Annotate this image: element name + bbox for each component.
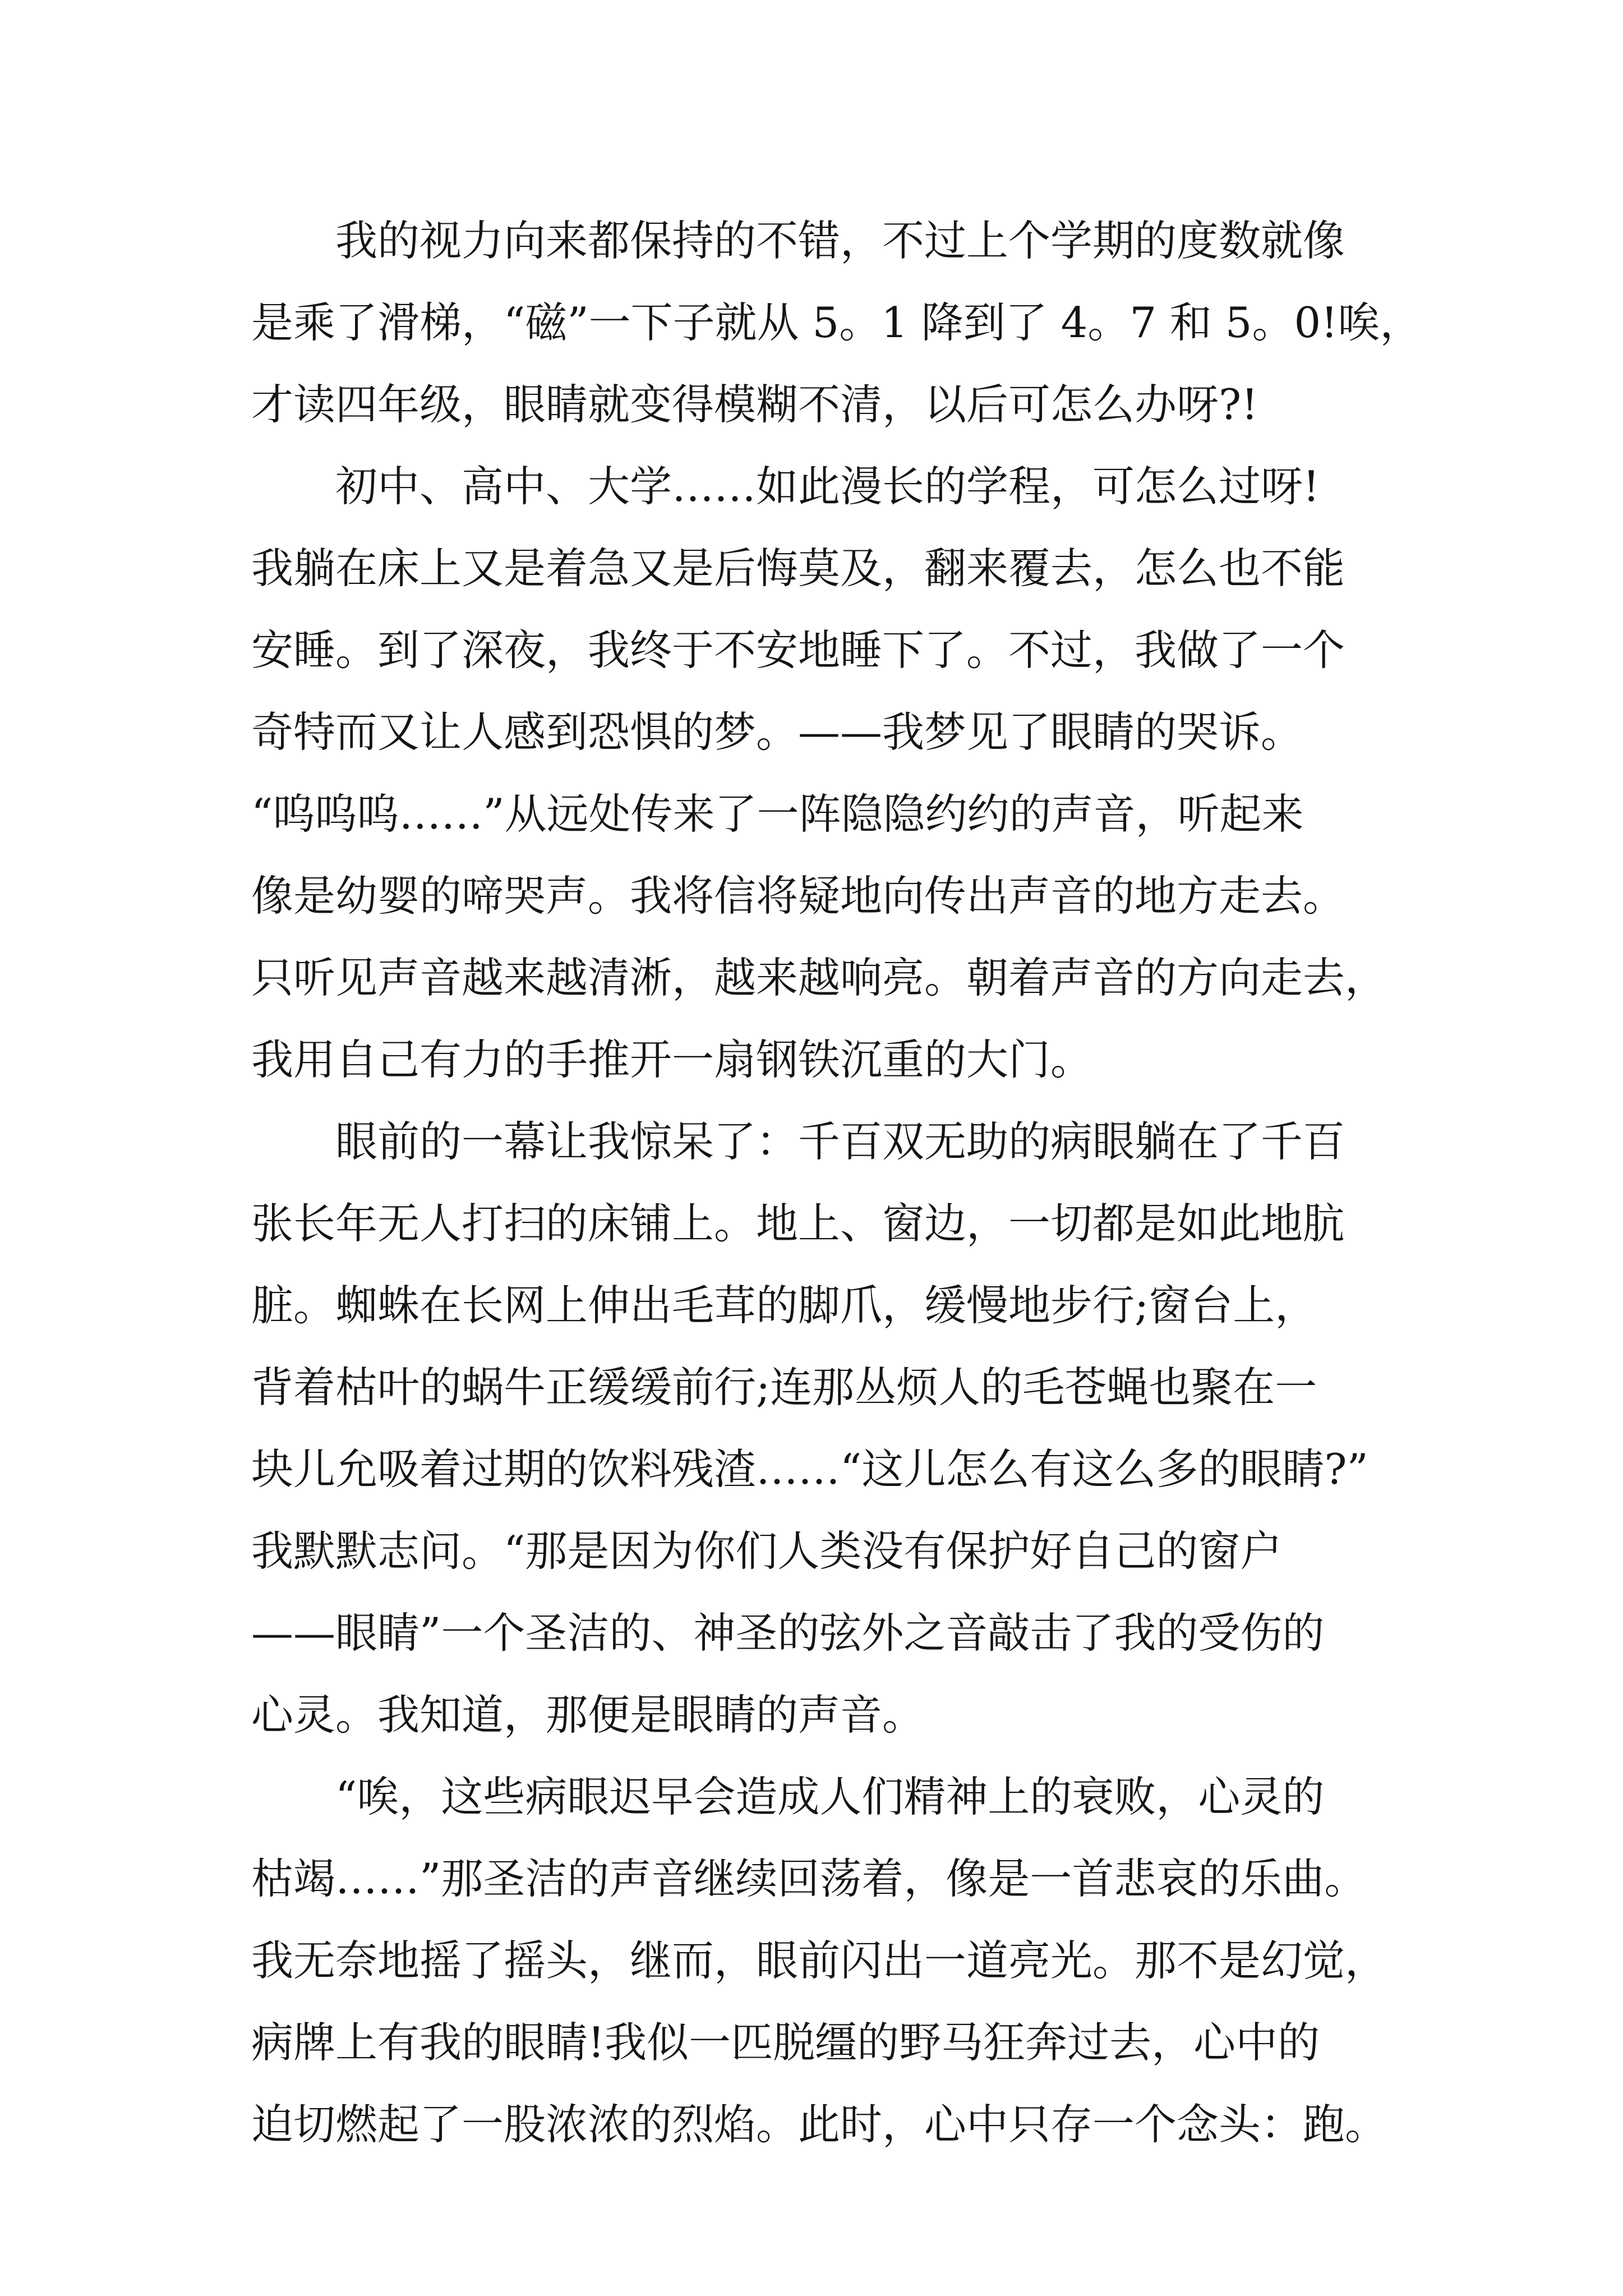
text-line: 才读四年级，眼睛就变得模糊不清，以后可怎么办呀?! <box>251 380 1258 429</box>
text-line: 眼前的一幕让我惊呆了：千百双无助的病眼躺在了千百 <box>251 1117 1345 1166</box>
text-line: 我躺在床上又是着急又是后悔莫及，翻来覆去，怎么也不能 <box>251 544 1345 593</box>
text-line: 我默默志问。“那是因为你们人类没有保护好自己的窗户 <box>251 1526 1283 1576</box>
text-line: “唉，这些病眼迟早会造成人们精神上的衰败，心灵的 <box>251 1772 1325 1821</box>
text-line: 奇特而又让人感到恐惧的梦。——我梦见了眼睛的哭诉。 <box>251 707 1303 757</box>
text-line: 枯竭……”那圣洁的声音继续回荡着，像是一首悲哀的乐曲。 <box>251 1854 1367 1903</box>
text-line: 张长年无人打扫的床铺上。地上、窗边，一切都是如此地肮 <box>251 1199 1345 1248</box>
text-line: 只听见声音越来越清淅，越来越响亮。朝着声音的方向走去， <box>251 953 1387 1002</box>
text-line: 是乘了滑梯，“磁”一下子就从 5。1 降到了 4。7 和 5。0!唉， <box>251 298 1422 347</box>
text-line: 初中、高中、大学……如此漫长的学程，可怎么过呀! <box>251 462 1320 511</box>
text-line: 心灵。我知道，那便是眼睛的声音。 <box>251 1690 925 1740</box>
text-line: “呜呜呜……”从远处传来了一阵隐隐约约的声音，听起来 <box>251 789 1304 839</box>
text-line: 背着枯叶的蜗牛正缓缓前行;连那丛烦人的毛苍蝇也聚在一 <box>251 1363 1317 1412</box>
text-line: 脏。蜘蛛在长网上伸出毛茸的脚爪，缓慢地步行;窗台上， <box>251 1281 1317 1330</box>
text-line: 我无奈地摇了摇头，继而，眼前闪出一道亮光。那不是幻觉， <box>251 1936 1387 1985</box>
text-line: 安睡。到了深夜，我终于不安地睡下了。不过，我做了一个 <box>251 625 1345 675</box>
text-line: ——眼睛”一个圣洁的、神圣的弦外之音敲击了我的受伤的 <box>251 1608 1325 1658</box>
text-line: 病牌上有我的眼睛!我似一匹脱缰的野马狂奔过去，心中的 <box>251 2018 1320 2067</box>
text-line: 我的视力向来都保持的不错，不过上个学期的度数就像 <box>251 216 1345 265</box>
text-line: 像是幼婴的啼哭声。我将信将疑地向传出声音的地方走去。 <box>251 871 1345 921</box>
text-line: 块儿允吸着过期的饮料残渣……“这儿怎么有这么多的眼睛?” <box>251 1444 1368 1494</box>
text-line: 我用自己有力的手推开一扇钢铁沉重的大门。 <box>251 1035 1093 1084</box>
text-line: 迫切燃起了一股浓浓的烈焰。此时，心中只存一个念头：跑。 <box>251 2100 1387 2149</box>
